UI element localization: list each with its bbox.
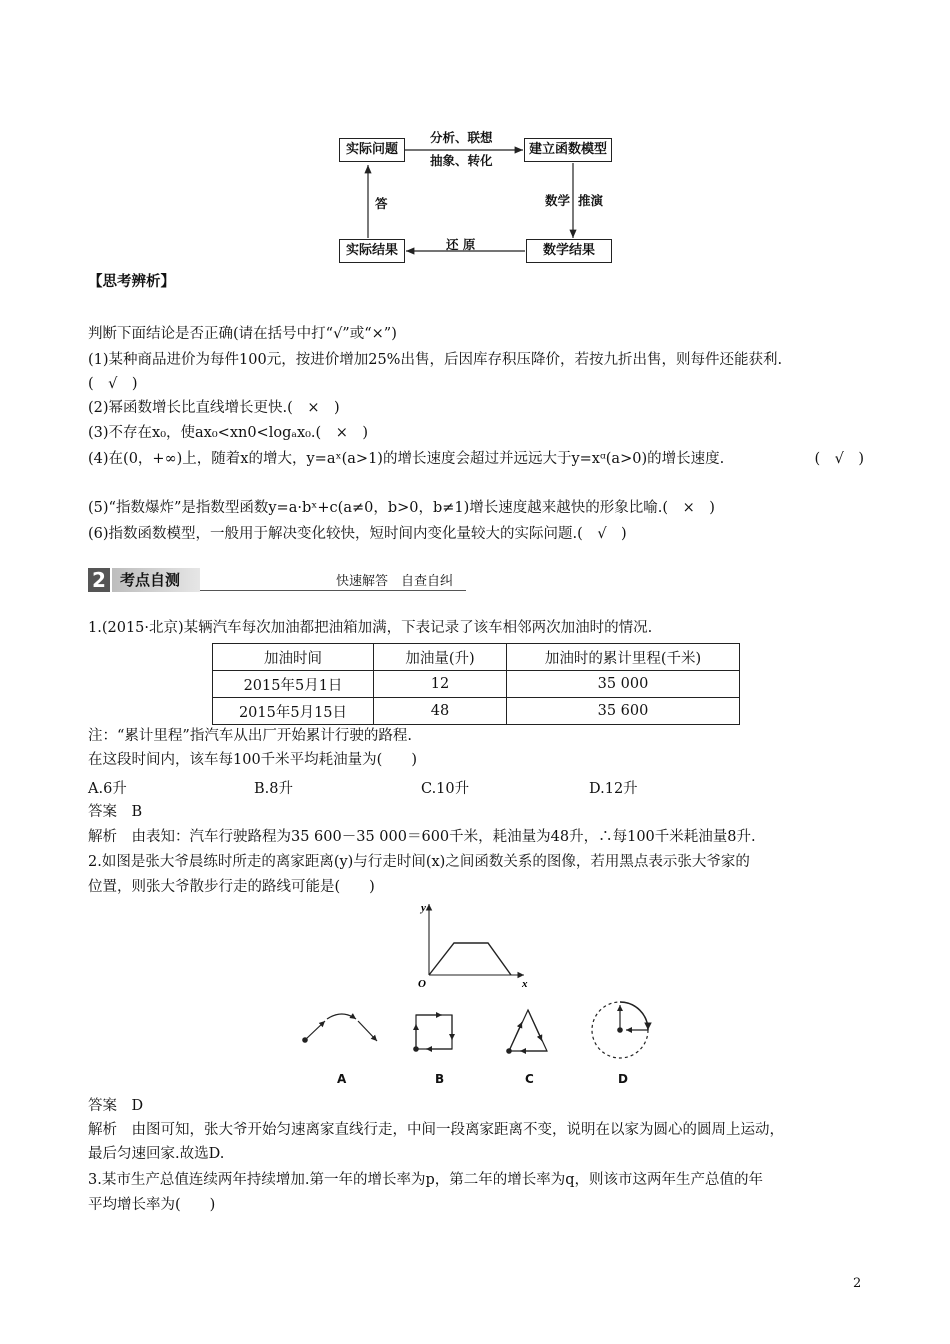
route-c	[506, 1010, 547, 1054]
thinking-intro: 判断下面结论是否正确(请在括号中打“√”或“×”)	[88, 326, 397, 342]
box-math-result: 数学结果	[526, 239, 612, 263]
route-d	[592, 1002, 648, 1058]
box-problem: 实际问题	[339, 138, 405, 162]
table-row	[213, 671, 740, 698]
label-abstract: 抽象、转化	[430, 153, 493, 168]
q2-stem-line2: 位置，则张大爷散步行走的路线可能是( )	[88, 879, 375, 895]
thinking-heading: 【思考辨析】	[88, 273, 175, 290]
section-title: 考点自测	[120, 571, 181, 589]
table-cell: 12	[374, 671, 507, 698]
distance-curve	[429, 943, 511, 975]
q1-option-a: A.6升	[88, 781, 127, 797]
thinking-item-4-text: (4)在(0，+∞)上，随着x的增大，y=aˣ(a>1)的增长速度会超过并远远大于y=xᵅ(a>0)的增长速度.	[88, 451, 725, 467]
thinking-item-2-text: (2)幂函数增长比直线增长更快.	[88, 400, 288, 416]
q1-answer: 答案 B	[88, 804, 143, 820]
q2-answer: 答案 D	[88, 1098, 144, 1114]
graph-x-label: x	[522, 978, 528, 990]
route-label-b: B	[435, 1072, 445, 1086]
q2-analysis-line2: 最后匀速回家.故选D.	[88, 1146, 225, 1162]
box-model: 建立函数模型	[524, 138, 612, 162]
table-cell: 48	[374, 698, 507, 725]
thinking-answer-4: ( √ )	[814, 451, 864, 467]
q1-option-d: D.12升	[589, 781, 638, 797]
route-label-a: A	[337, 1072, 347, 1086]
graph-y-label: y	[421, 902, 426, 914]
table-cell: 2015年5月1日	[213, 671, 374, 698]
thinking-answer-3: ( × )	[315, 425, 369, 441]
thinking-item-2	[88, 398, 340, 418]
route-a	[302, 1014, 377, 1043]
q3-stem-line1: 3.某市生产总值连续两年持续增加.第一年的增长率为p，第二年的增长率为q，则该市这两年生产总值的年	[88, 1172, 764, 1188]
table-cell: 35 000	[507, 671, 740, 698]
route-b	[413, 1015, 452, 1052]
thinking-item-6	[88, 524, 627, 544]
table-cell: 2015年5月15日	[213, 698, 374, 725]
thinking-item-4	[88, 449, 864, 469]
table-header: 加油时间	[213, 644, 374, 671]
q1-option-b: B.8升	[254, 781, 293, 797]
thinking-answer-2: ( × )	[287, 400, 340, 416]
section-subtitle: 快速解答 自查自纠	[336, 574, 454, 589]
route-label-c: C	[525, 1072, 534, 1086]
box-real-result: 实际结果	[339, 239, 405, 263]
q1-analysis: 解析 由表知：汽车行驶路程为35 600－35 000＝600千米，耗油量为48升，∴每100千米耗油量8升.	[88, 829, 756, 845]
q2-stem-line1: 2.如图是张大爷晨练时所走的离家距离(y)与行走时间(x)之间函数关系的图像，若用黑点表示张大爷家的	[88, 854, 750, 870]
thinking-item-3	[88, 423, 368, 443]
section-divider	[200, 590, 466, 591]
label-restore: 还 原	[446, 237, 476, 252]
q1-note: 注：“累计里程”指汽车从出厂开始累计行驶的路程.	[88, 728, 412, 744]
label-analyze: 分析、联想	[430, 130, 493, 145]
route-options	[290, 1000, 660, 1070]
thinking-answer-5: ( × )	[662, 500, 715, 516]
q3-stem-line2: 平均增长率为( )	[88, 1197, 216, 1213]
thinking-item-1: (1)某种商品进价为每件100元，按进价增加25%出售，后因库存积压降价，若按九折出售，则每件还能获利.	[88, 352, 783, 368]
table-header-row	[213, 644, 740, 671]
thinking-answer-1: ( √ )	[88, 376, 138, 392]
refuel-table	[212, 643, 740, 725]
label-deduce: 推演	[578, 193, 604, 208]
thinking-item-6-text: (6)指数函数模型，一般用于解决变化较快，短时间内变化量较大的实际问题.	[88, 526, 578, 542]
section-number: 2	[88, 568, 110, 592]
thinking-item-3-text: (3)不存在x₀，使ax₀<xn0<logₐx₀.	[88, 425, 316, 441]
q2-analysis-line1: 解析 由图可知，张大爷开始匀速离家直线行走，中间一段离家距离不变，说明在以家为圆心的圆周上运动，	[88, 1122, 784, 1138]
label-math: 数学	[545, 193, 571, 208]
thinking-item-5	[88, 498, 715, 518]
table-header: 加油量(升)	[374, 644, 507, 671]
graph-origin-label: O	[418, 978, 426, 990]
table-cell: 35 600	[507, 698, 740, 725]
thinking-answer-6: ( √ )	[577, 526, 627, 542]
route-label-d: D	[618, 1072, 628, 1086]
table-row	[213, 698, 740, 725]
q1-question: 在这段时间内，该车每100千米平均耗油量为( )	[88, 752, 417, 768]
table-header: 加油时的累计里程(千米)	[507, 644, 740, 671]
distance-time-graph	[410, 896, 540, 992]
thinking-item-5-text: (5)“指数爆炸”是指数型函数y=a·bˣ+c(a≠0，b>0，b≠1)增长速度越来越快的形象比喻.	[88, 500, 663, 516]
page-number: 2	[853, 1276, 862, 1291]
q1-option-c: C.10升	[421, 781, 470, 797]
label-answer: 答	[375, 196, 388, 211]
q1-stem: 1.(2015·北京)某辆汽车每次加油都把油箱加满，下表记录了该车相邻两次加油时的情况.	[88, 620, 653, 636]
